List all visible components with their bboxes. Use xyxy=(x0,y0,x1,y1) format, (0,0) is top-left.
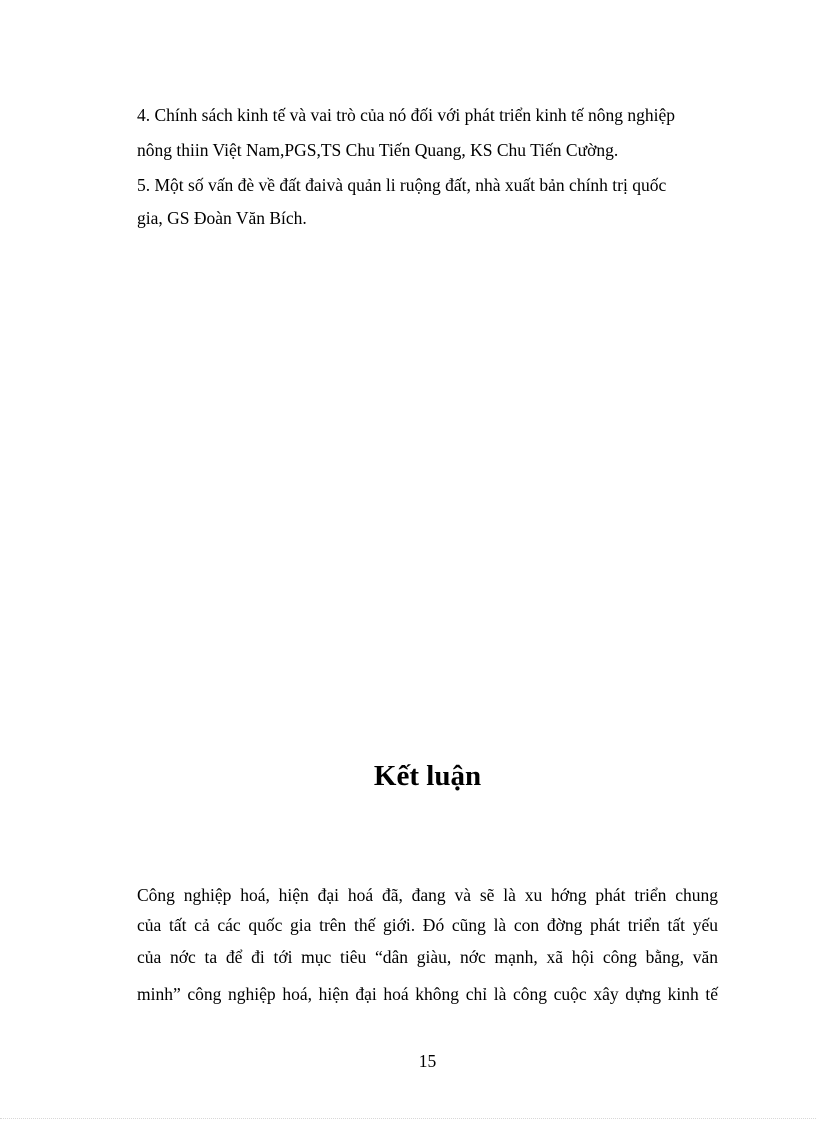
reference-item-5-line-1: 5. Một số vấn đè về đất đaivà quản li ruộng đất, nhà xuất bản chính trị quốc xyxy=(137,175,667,195)
conclusion-paragraph-line-1: Công nghiệp hoá, hiện đại hoá đã, đang và sẽ là xu hớng phát triển chung xyxy=(137,885,718,905)
conclusion-paragraph-line-3: của nớc ta để đi tới mục tiêu “dân giàu, nớc mạnh, xã hội công bằng, văn xyxy=(137,947,718,967)
conclusion-paragraph-line-2: của tất cả các quốc gia trên thế giới. Đó cũng là con đờng phát triển tất yếu xyxy=(137,915,718,935)
page-number: 15 xyxy=(418,1051,437,1071)
conclusion-heading: Kết luận xyxy=(373,760,482,792)
reference-item-5-line-2: gia, GS Đoàn Văn Bích. xyxy=(137,208,307,228)
reference-item-4-line-2: nông thiin Việt Nam,PGS,TS Chu Tiến Quang, KS Chu Tiến Cường. xyxy=(137,140,619,160)
conclusion-paragraph-line-4: minh” công nghiệp hoá, hiện đại hoá không chỉ là công cuộc xây dựng kinh tế xyxy=(137,984,718,1004)
reference-item-4-line-1: 4. Chính sách kinh tế và vai trò của nó đối với phát triển kinh tế nông nghiệp xyxy=(137,105,676,125)
page-bottom-divider xyxy=(0,1118,816,1119)
